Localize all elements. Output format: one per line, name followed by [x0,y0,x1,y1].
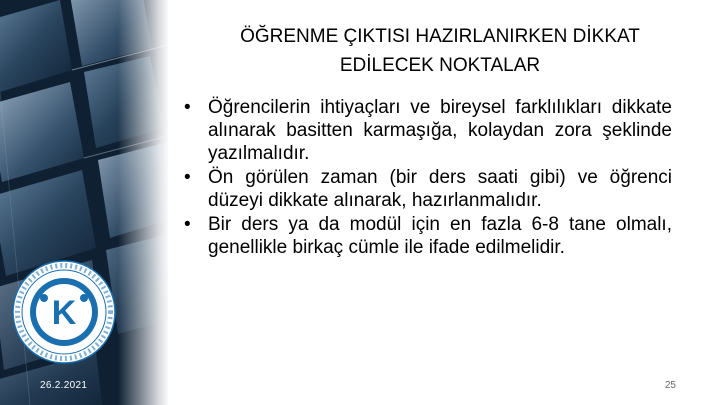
bullet-marker: • [184,167,191,188]
bullet-text: Öğrencilerin ihtiyaçları ve bireysel farklılıkları dikkate alınarak basitten karmaşığa, kolaydan zora şeklinde yazılmalıdır. [208,97,672,164]
slide-date: 26.2.2021 [40,380,88,391]
slide-title [190,22,690,80]
bullet-marker: • [184,97,191,118]
slide-title-line-2: EDİLECEK NOKTALAR [339,55,541,76]
slide-title-line-1: ÖĞRENME ÇIKTISI HAZIRLANIRKEN DİKKAT [240,26,640,47]
bullet-text: Ön görülen zaman (bir ders saati gibi) ve öğrenci düzeyi dikkate alınarak, hazırlanmalıdır. [208,167,672,211]
bullet-list [180,96,672,260]
institution-logo [10,258,118,366]
bullet-marker: • [184,214,191,235]
bullet-item [180,96,672,165]
bullet-text: Bir ders ya da modül için en fazla 6-8 tane olmalı, genellikle birkaç cümle ile ifade edilmelidir. [208,214,672,258]
bullet-item [180,166,672,212]
bullet-item [180,213,672,259]
page-number: 25 [664,380,676,391]
logo-letter: K [51,294,77,332]
